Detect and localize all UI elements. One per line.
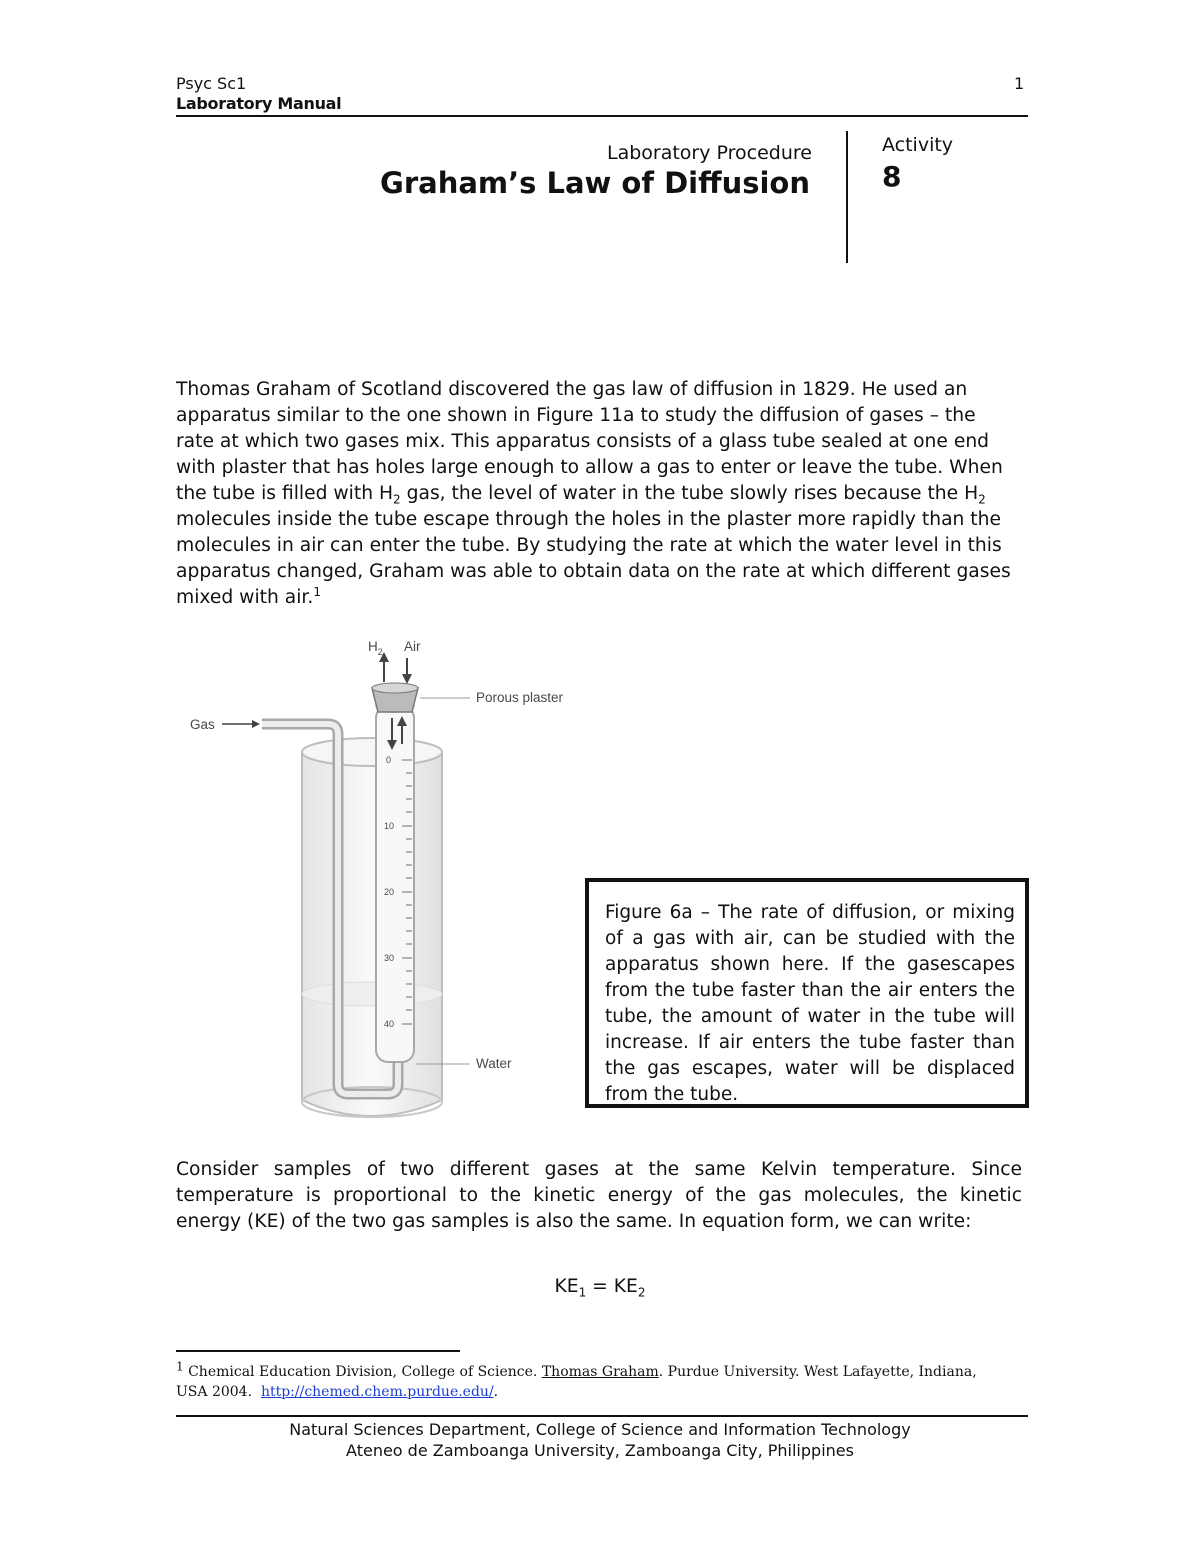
intro-line: apparatus similar to the one shown in Figure 11a to study the diffusion of gases – the <box>176 405 976 426</box>
scale-label: 20 <box>384 887 395 897</box>
label-h2: $H_2$ <box>368 639 383 657</box>
intro-line: apparatus changed, Graham was able to obtain data on the rate at which different gases <box>176 561 1011 582</box>
intro-line-last: mixed with air.$^1$ <box>176 584 321 608</box>
paragraph-line: Consider samples of two different gases at the same Kelvin temperature. Since <box>176 1159 1022 1180</box>
caption-line: the gas escapes, water will be displaced <box>605 1058 1015 1079</box>
intro-line: Thomas Graham of Scotland discovered the gas law of diffusion in 1829. He used an <box>176 379 968 400</box>
intro-paragraph <box>176 377 1022 611</box>
activity-number: 8 <box>882 160 902 193</box>
intro-line: molecules inside the tube escape through the holes in the plaster more rapidly than the <box>176 509 1001 530</box>
label-porous-plaster: Porous plaster <box>476 690 564 705</box>
footnote-ref[interactable]: 1 <box>313 584 321 599</box>
scale-label: 30 <box>384 953 395 963</box>
intro-line: with plaster that has holes large enough to allow a gas to enter or leave the tube. When <box>176 457 1003 478</box>
intro-line: molecules in air can enter the tube. By studying the rate at which the water level in this <box>176 535 1002 556</box>
caption-line: from the tube faster than the air enters the <box>605 980 1015 1001</box>
caption-line: of a gas with air, can be studied with the <box>605 928 1015 949</box>
footnote: $^1$ Chemical Education Division, College of Science. Thomas Graham. Purdue University. West Lafayette, Indiana, USA 2004. http://chemed.chem.purdue.edu/. <box>176 1359 977 1400</box>
intro-line: rate at which two gases mix. This apparatus consists of a glass tube sealed at one end <box>176 431 990 452</box>
kinetic-energy-paragraph <box>176 1157 1022 1235</box>
scale-label: 0 <box>386 755 392 765</box>
header-rule <box>176 115 1028 117</box>
beaker-rim <box>302 738 442 766</box>
paragraph-line: energy (KE) of the two gas samples is also the same. In equation form, we can write: <box>176 1211 972 1232</box>
course-code: Psyc Sc1 <box>176 74 247 93</box>
caption-line: tube, the amount of water in the tube will <box>605 1006 1015 1027</box>
caption-line: apparatus shown here. If the gasescapes <box>605 954 1015 975</box>
figure-caption <box>605 900 1015 1108</box>
footnote-marker: 1 <box>176 1359 184 1374</box>
footnote-author-link[interactable]: Thomas Graham <box>541 1364 659 1380</box>
footnote-url-link[interactable]: http://chemed.chem.purdue.edu/ <box>260 1384 494 1400</box>
footer-rule <box>176 1415 1028 1417</box>
activity-label: Activity <box>882 134 954 156</box>
water-surface <box>302 982 442 1006</box>
diffusion-apparatus-figure <box>180 632 600 1132</box>
page-number: 1 <box>1014 74 1025 93</box>
caption-line: Figure 6a – The rate of diffusion, or mixing <box>605 902 1015 923</box>
beaker <box>302 752 442 1116</box>
scale-label: 10 <box>384 821 395 831</box>
procedure-label: Laboratory Procedure <box>606 142 812 164</box>
label-gas: Gas <box>190 717 215 732</box>
footnote-rule <box>176 1350 460 1352</box>
page-title: Graham’s Law of Diffusion <box>380 166 810 200</box>
label-water: Water <box>476 1056 512 1071</box>
scale-label: 40 <box>384 1019 395 1029</box>
title-divider <box>846 131 848 263</box>
manual-title: Laboratory Manual <box>176 94 342 113</box>
label-air: Air <box>404 639 421 654</box>
kinetic-energy-equation: $KE_1 = KE_2$ <box>554 1276 646 1300</box>
paragraph-line: temperature is proportional to the kinetic energy of the gas molecules, the kinetic <box>176 1185 1022 1206</box>
caption-line: increase. If air enters the tube faster than <box>605 1032 1015 1053</box>
footer-university: Ateneo de Zamboanga University, Zamboanga City, Philippines <box>346 1441 854 1460</box>
intro-line-h2: the tube is filled with $H_2$ gas, the level of water in the tube slowly rises because the $H_2$ <box>176 483 986 507</box>
footer-department: Natural Sciences Department, College of Science and Information Technology <box>289 1420 911 1439</box>
caption-line: from the tube. <box>605 1084 739 1105</box>
